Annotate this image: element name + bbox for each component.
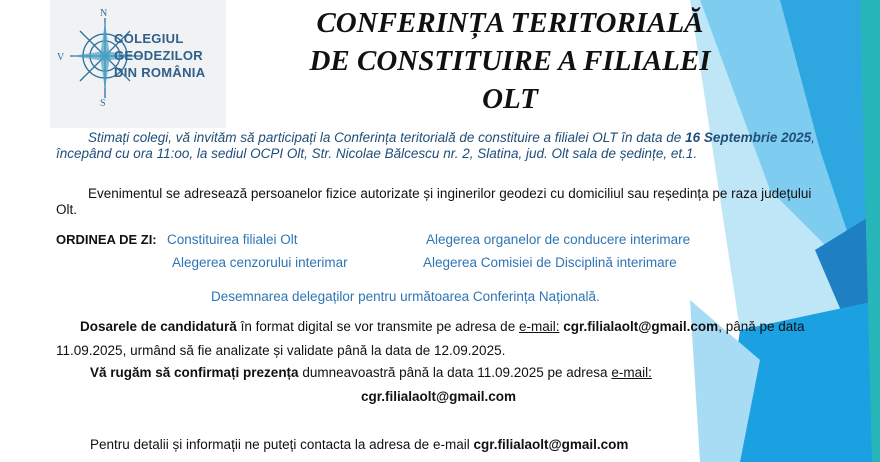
- agenda-item-1: Constituirea filialei Olt: [167, 232, 298, 247]
- audience-text: Evenimentul se adresează persoanelor fizice autorizate și inginerilor geodezi cu domiciliul sau reședința pe raza județului Olt.: [56, 186, 812, 217]
- title-line-2: DE CONSTITUIRE A FILIALEI: [309, 45, 711, 77]
- agenda-label: ORDINEA DE ZI:: [56, 232, 157, 247]
- audience-paragraph: [56, 186, 836, 218]
- candidacy-paragraph: [56, 315, 826, 363]
- confirm-email[interactable]: cgr.filialaolt@gmail.com: [361, 389, 516, 404]
- confirm-line: [90, 365, 652, 380]
- agenda-item-2: Alegerea organelor de conducere interimare: [426, 232, 691, 247]
- contact-line: [90, 437, 628, 452]
- contact-email[interactable]: cgr.filialaolt@gmail.com: [473, 437, 629, 452]
- candidacy-email[interactable]: cgr.filialaolt@gmail.com: [559, 319, 719, 334]
- agenda-item-5: Desemnarea delegaților pentru următoarea Conferința Națională.: [211, 289, 600, 304]
- compass-west: V: [57, 52, 65, 63]
- agenda-item-3: Alegerea cenzorului interimar: [172, 255, 348, 270]
- compass-north: N: [100, 8, 108, 19]
- college-logo: [50, 0, 226, 128]
- contact-text: Pentru detalii și informații ne puteți contacta la adresa de e-mail: [90, 437, 474, 452]
- candidacy-text-1: în format digital se vor transmite pe adresa de: [236, 319, 519, 334]
- logo-line-1: COLEGIUL: [114, 31, 184, 46]
- candidacy-bold: Dosarele de candidatură: [80, 319, 237, 334]
- invitation-text-2: , începând cu ora 11:oo, la sediul OCPI Olt, Str. Nicolae Bălcescu nr. 2, Slatina, jud. Olt sala de ședințe, et.1.: [56, 130, 815, 161]
- confirm-bold: Vă rugăm să confirmați prezența: [90, 365, 299, 380]
- confirm-text: dumneavoastră până la data 11.09.2025 pe adresa: [298, 365, 612, 380]
- compass-south: S: [100, 98, 106, 109]
- invitation-text-1: Stimați colegi, vă invităm să participați la Conferința teritorială de constituire a filialei OLT în data de: [88, 130, 682, 145]
- candidacy-email-label: e-mail:: [518, 319, 560, 334]
- logo-line-2: GEODEZILOR: [114, 48, 203, 63]
- logo-line-3: DIN ROMÂNIA: [114, 65, 206, 80]
- title-line-1: CONFERINȚA TERITORIALĂ: [316, 7, 704, 39]
- invitation-paragraph: [56, 130, 826, 162]
- agenda-item-4: Alegerea Comisiei de Disciplină interimare: [423, 255, 677, 270]
- confirm-email-label: e-mail:: [611, 365, 652, 380]
- event-date: 16 Septembrie 2025: [685, 130, 812, 145]
- title-line-3: OLT: [482, 83, 538, 115]
- logo-text: [114, 30, 205, 81]
- page-title: [250, 4, 770, 118]
- candidacy-text-2: , până pe data 11.09.2025, urmând să fie analizate și validate până la data de 12.09.2025.: [56, 319, 805, 358]
